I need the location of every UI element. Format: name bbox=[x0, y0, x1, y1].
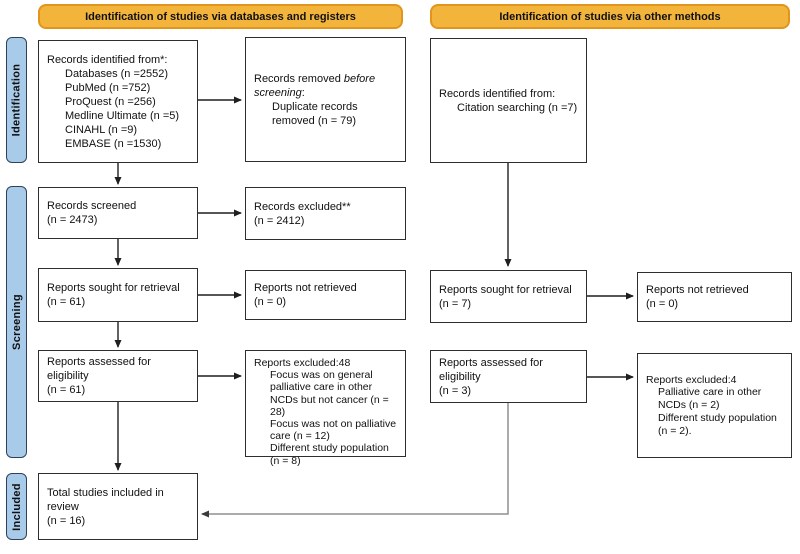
box-title: Total studies included in review bbox=[47, 486, 164, 513]
header-other-methods: Identification of studies via other methods bbox=[430, 4, 790, 29]
box-reports-assessed-databases bbox=[38, 350, 198, 402]
box-count: (n = 2473) bbox=[47, 214, 98, 226]
stage-identification bbox=[6, 37, 27, 163]
box-count: (n = 0) bbox=[254, 296, 287, 308]
box-title: Reports assessed for eligibility bbox=[47, 356, 151, 382]
stage-included bbox=[6, 473, 27, 540]
box-count: (n = 61) bbox=[47, 296, 86, 308]
box-reports-excluded-databases: Reports excluded:48 Focus was on general palliative care in other NCDs but not cancer (n = 28) Focus was not on palliative care (n = 12) Different study population (n = 8) bbox=[245, 350, 406, 457]
box-title: Reports excluded:48 bbox=[254, 357, 351, 369]
box-records-identified-other: Records identified from: Citation searching (n =7) bbox=[430, 38, 587, 163]
box-records-removed-before-screening: Records removed before screening: Duplicate records removed (n = 79) bbox=[245, 37, 406, 162]
box-title: Reports not retrieved bbox=[646, 284, 749, 296]
stage-screening-label: Screening bbox=[10, 294, 23, 350]
box-records-excluded bbox=[245, 187, 406, 240]
stage-screening bbox=[6, 186, 27, 458]
box-title: Records identified from*: bbox=[47, 53, 168, 66]
box-count: (n = 61) bbox=[47, 384, 86, 396]
box-reports-excluded-other: Reports excluded:4 Palliative care in other NCDs (n = 2) Different study population (n = 2). bbox=[637, 353, 792, 458]
box-count: (n = 2412) bbox=[254, 214, 305, 227]
header-databases-registers: Identification of studies via databases and registers bbox=[38, 4, 403, 29]
box-count: (n = 16) bbox=[47, 514, 86, 527]
box-reports-sought-databases bbox=[38, 268, 198, 322]
box-count: (n = 7) bbox=[439, 297, 472, 310]
box-title: Records excluded** bbox=[254, 200, 351, 213]
box-title: Records identified from: bbox=[439, 87, 556, 100]
box-reports-assessed-other bbox=[430, 350, 587, 403]
box-count: (n = 3) bbox=[439, 384, 472, 397]
box-total-included bbox=[38, 473, 198, 540]
box-reports-not-retrieved-other bbox=[637, 272, 792, 322]
stage-identification-label: Identification bbox=[10, 63, 23, 137]
box-reports-sought-other bbox=[430, 270, 587, 323]
box-title: Records removed before screening: bbox=[254, 72, 376, 99]
box-count: (n = 0) bbox=[646, 298, 679, 310]
box-title: Records screened bbox=[47, 200, 137, 212]
box-title: Reports sought for retrieval bbox=[439, 283, 572, 296]
stage-included-label: Included bbox=[10, 482, 23, 531]
box-title: Reports excluded:4 bbox=[646, 373, 737, 386]
box-title: Reports not retrieved bbox=[254, 282, 357, 294]
box-reports-not-retrieved-databases bbox=[245, 270, 406, 320]
box-title: Reports sought for retrieval bbox=[47, 282, 180, 294]
box-records-identified-databases: Records identified from*: Databases (n =2552) PubMed (n =752) ProQuest (n =256) Medline Ultimate (n =5) CINAHL (n =9) EMBASE (n =1530) bbox=[38, 40, 198, 163]
box-records-screened bbox=[38, 187, 198, 239]
box-title: Reports assessed for eligibility bbox=[439, 356, 543, 383]
